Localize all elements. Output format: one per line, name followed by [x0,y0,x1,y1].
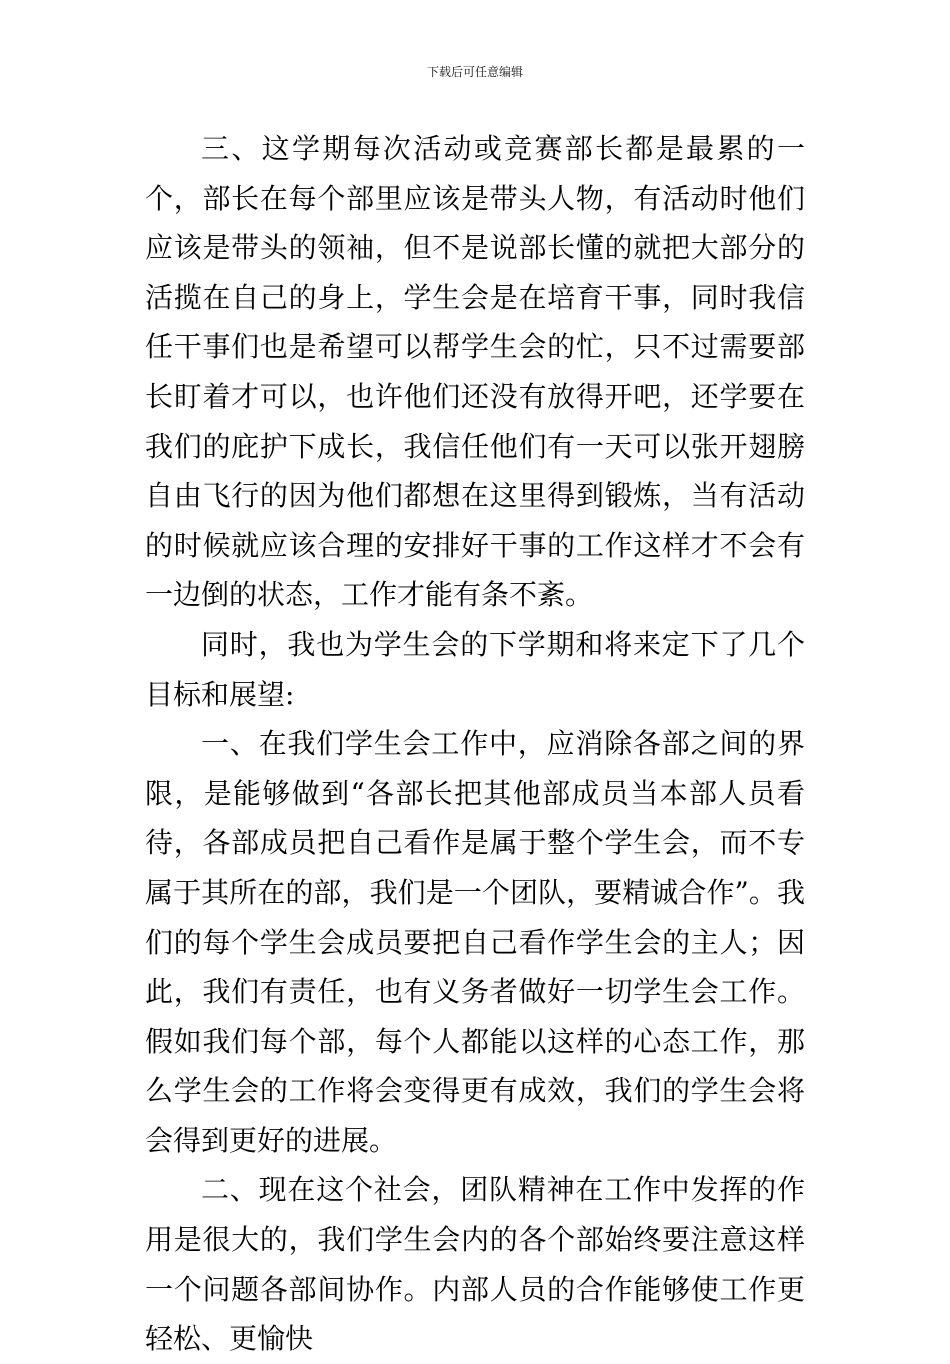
paragraph-goal-one: 一、在我们学生会工作中，应消除各部之间的界限，是能够做到“各部长把其他部成员当本部人员看待，各部成员把自己看作是属于整个学生会，而不专属于其所在的部，我们是一个团队，要精诚合作”。我们的每个学生会成员要把自己看作学生会的主人；因此，我们有责任，也有义务者做好一切学生会工作。假如我们每个部，每个人都能以这样的心态工作，那么学生会的工作将会变得更有成效，我们的学生会将会得到更好的进展。 [145,727,805,1157]
paragraph-goal-two: 二、现在这个社会，团队精神在工作中发挥的作用是很大的，我们学生会内的各个部始终要注意这样一个问题各部间协作。内部人员的合作能够使工作更轻松、更愉快 [145,1173,805,1356]
page-header-note: 下载后可任意编辑 [426,65,523,79]
document-body [145,124,805,1364]
paragraph-section-three: 三、这学期每次活动或竞赛部长都是最累的一个，部长在每个部里应该是带头人物，有活动时他们应该是带头的领袖，但不是说部长懂的就把大部分的活揽在自己的身上，学生会是在培育干事，同时我信任干事们也是希望可以帮学生会的忙，只不过需要部长盯着才可以，也许他们还没有放得开吧，还学要在我们的庇护下成长，我信任他们有一天可以张开翅膀自由飞行的因为他们都想在这里得到锻炼，当有活动的时候就应该合理的安排好干事的工作这样才不会有一边倒的状态，工作才能有条不紊。 [145,132,805,612]
paragraph-goals-intro: 同时，我也为学生会的下学期和将来定下了几个目标和展望: [145,627,805,711]
